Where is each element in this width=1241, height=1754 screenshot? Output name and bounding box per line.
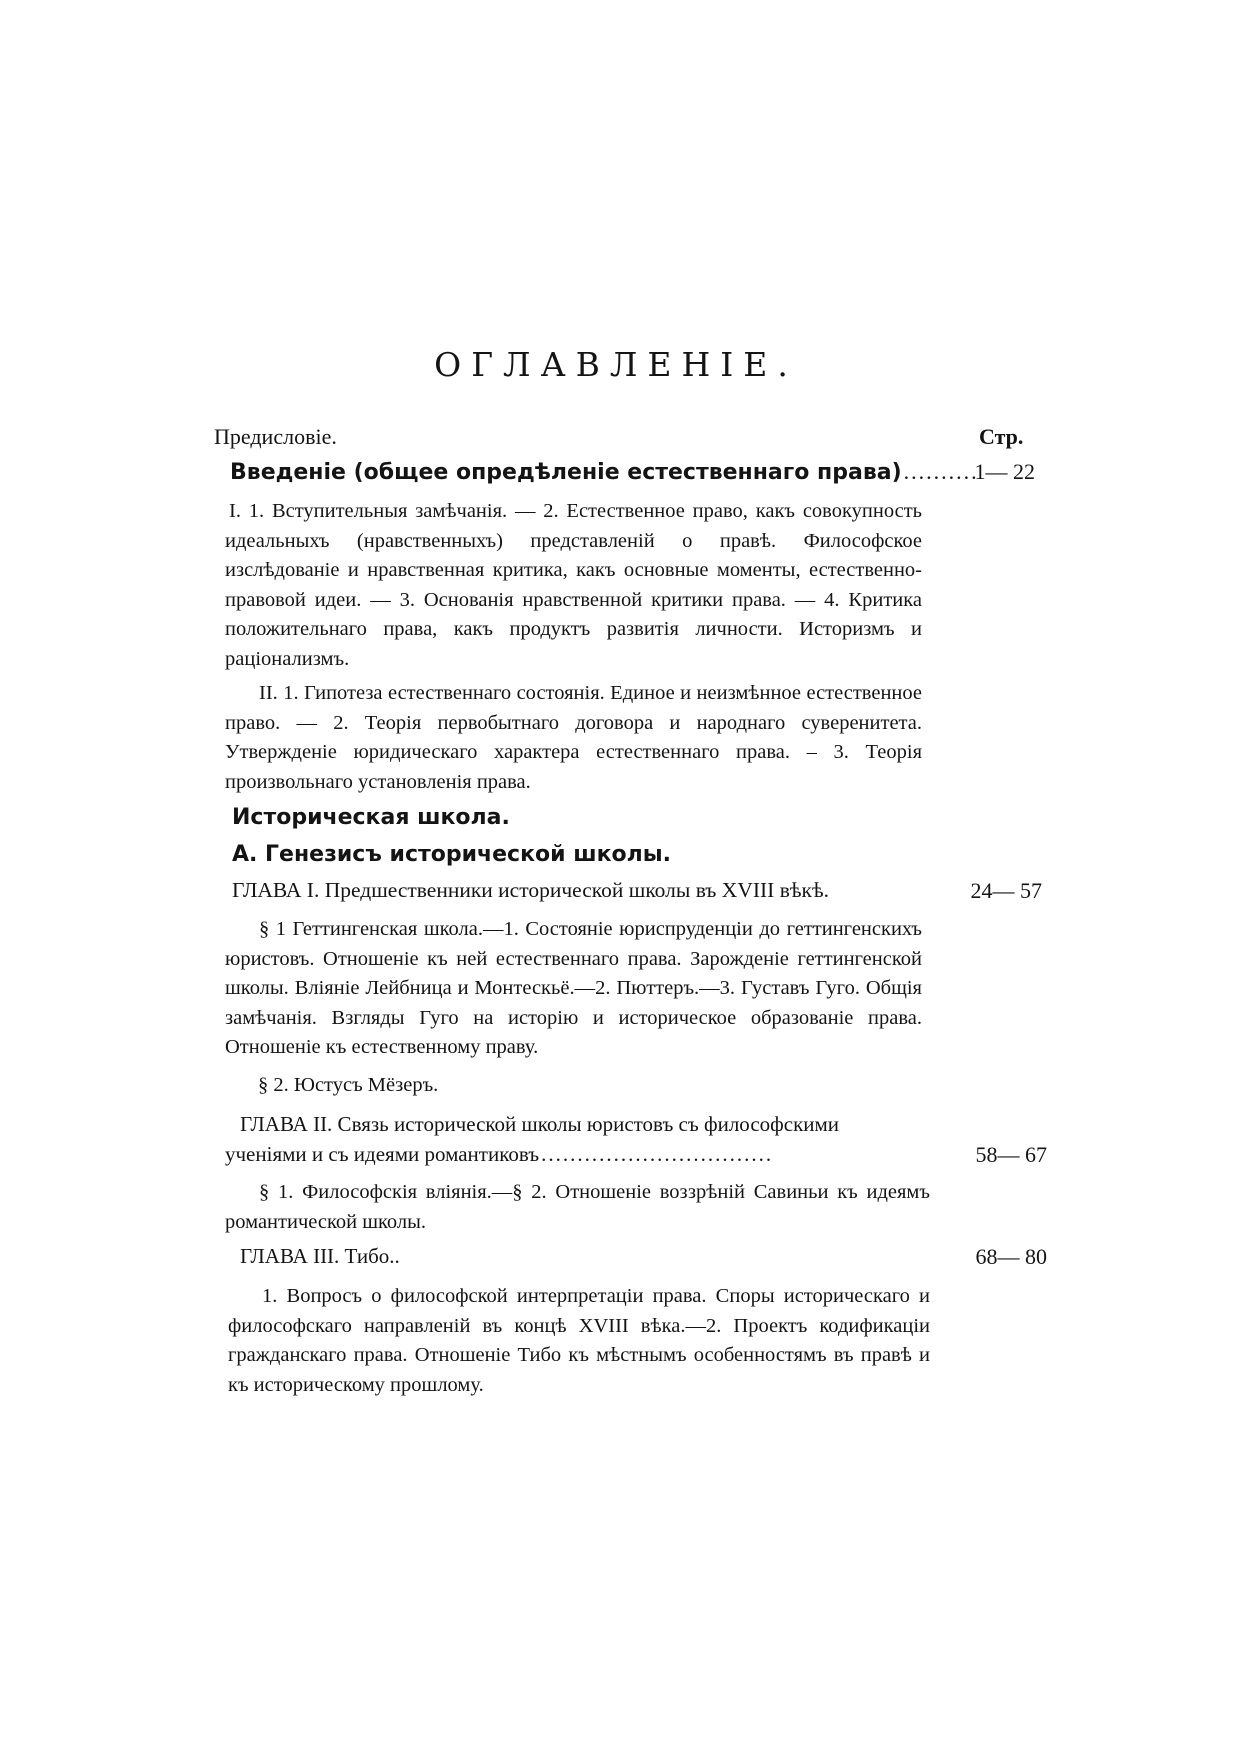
intro-section-2-text: II. 1. Гипотеза естественнаго состоянія. Единое и неизмѣнное естественное право. — 2. Теорія первобытнаго договора и народнаго суверенитета. Утвержденіе юридическаго характера естественнаго права. – 3. Теорія произвольнаго установленія права. (225, 682, 922, 793)
historical-school-heading: Историческая школа. (232, 805, 510, 830)
preface-entry: Предисловіе. (214, 424, 337, 449)
chapter-1-section-1-text: § 1 Геттингенская школа.—1. Состояніе юриспруденціи до геттингенскихъ юристовъ. Отношеніе къ ней естественнаго права. Зарожденіе геттингенской школы. Вліяніе Лейбница и Монтескьё.—2. Пюттеръ.—3. Густавъ Гуго. Общія замѣчанія. Взгляды Гуго на исторію и историческое образованіе права. Отношеніе къ естественному праву. (225, 918, 922, 1058)
introduction-pages: 1— 22 (974, 459, 1035, 484)
chapter-3-label: ГЛАВА III. Тибо.. (240, 1244, 400, 1268)
chapter-1-section-2-text: § 2. Юстусъ Мёзеръ. (258, 1074, 439, 1096)
chapter-1-pages: 24— 57 (970, 878, 1042, 903)
chapter-2-label-line-2: ученіями и съ идеями романтиковъ (225, 1142, 540, 1166)
part-a-heading: А. Генезисъ исторической школы. (232, 842, 671, 867)
chapter-2-sections-text: § 1. Философскія вліянія.—§ 2. Отношеніе воззрѣній Савиньи къ идеямъ романтической школы. (225, 1181, 930, 1233)
intro-section-1-text: I. 1. Вступительныя замѣчанія. — 2. Естественное право, какъ совокупность идеальныхъ (нравственныхъ) представленій о правѣ. Философское изслѣдованіе и нравственная критика, какъ основные моменты, естественно-правовой идеи. — 3. Основанія нравственной критики права. — 4. Критика положительнаго права, какъ продуктъ развитія личности. Историзмъ и раціонализмъ. (225, 500, 922, 670)
chapter-2-leader: ................................ (541, 1142, 774, 1166)
chapter-3-sections-text: 1. Вопросъ о философской интерпретаціи права. Споры историческаго и философскаго направленій въ концѣ XVIII вѣка.—2. Проектъ кодификаціи гражданскаго права. Отношеніе Тибо къ мѣстнымъ особенностямъ въ правѣ и къ историческому прошлому. (228, 1285, 930, 1396)
page-column-label: Стр. (979, 424, 1024, 449)
toc-entry-introduction (230, 459, 979, 485)
introduction-label: Введеніе (общее опредѣленіе естественнаго права) (230, 460, 902, 485)
chapter-2-label-line-1: ГЛАВА II. Связь исторической школы юристовъ съ философскими (240, 1112, 840, 1136)
chapter-3-pages: 68— 80 (975, 1244, 1047, 1269)
chapter-2-pages: 58— 67 (975, 1142, 1047, 1167)
introduction-leader: .......... (903, 459, 979, 484)
chapter-1-label: ГЛАВА I. Предшественники исторической школы въ XVIII вѣкѣ. (232, 878, 830, 902)
toc-entry-chapter-2 (225, 1142, 925, 1167)
page-title: ОГЛАВЛЕНІЕ. (434, 345, 798, 384)
